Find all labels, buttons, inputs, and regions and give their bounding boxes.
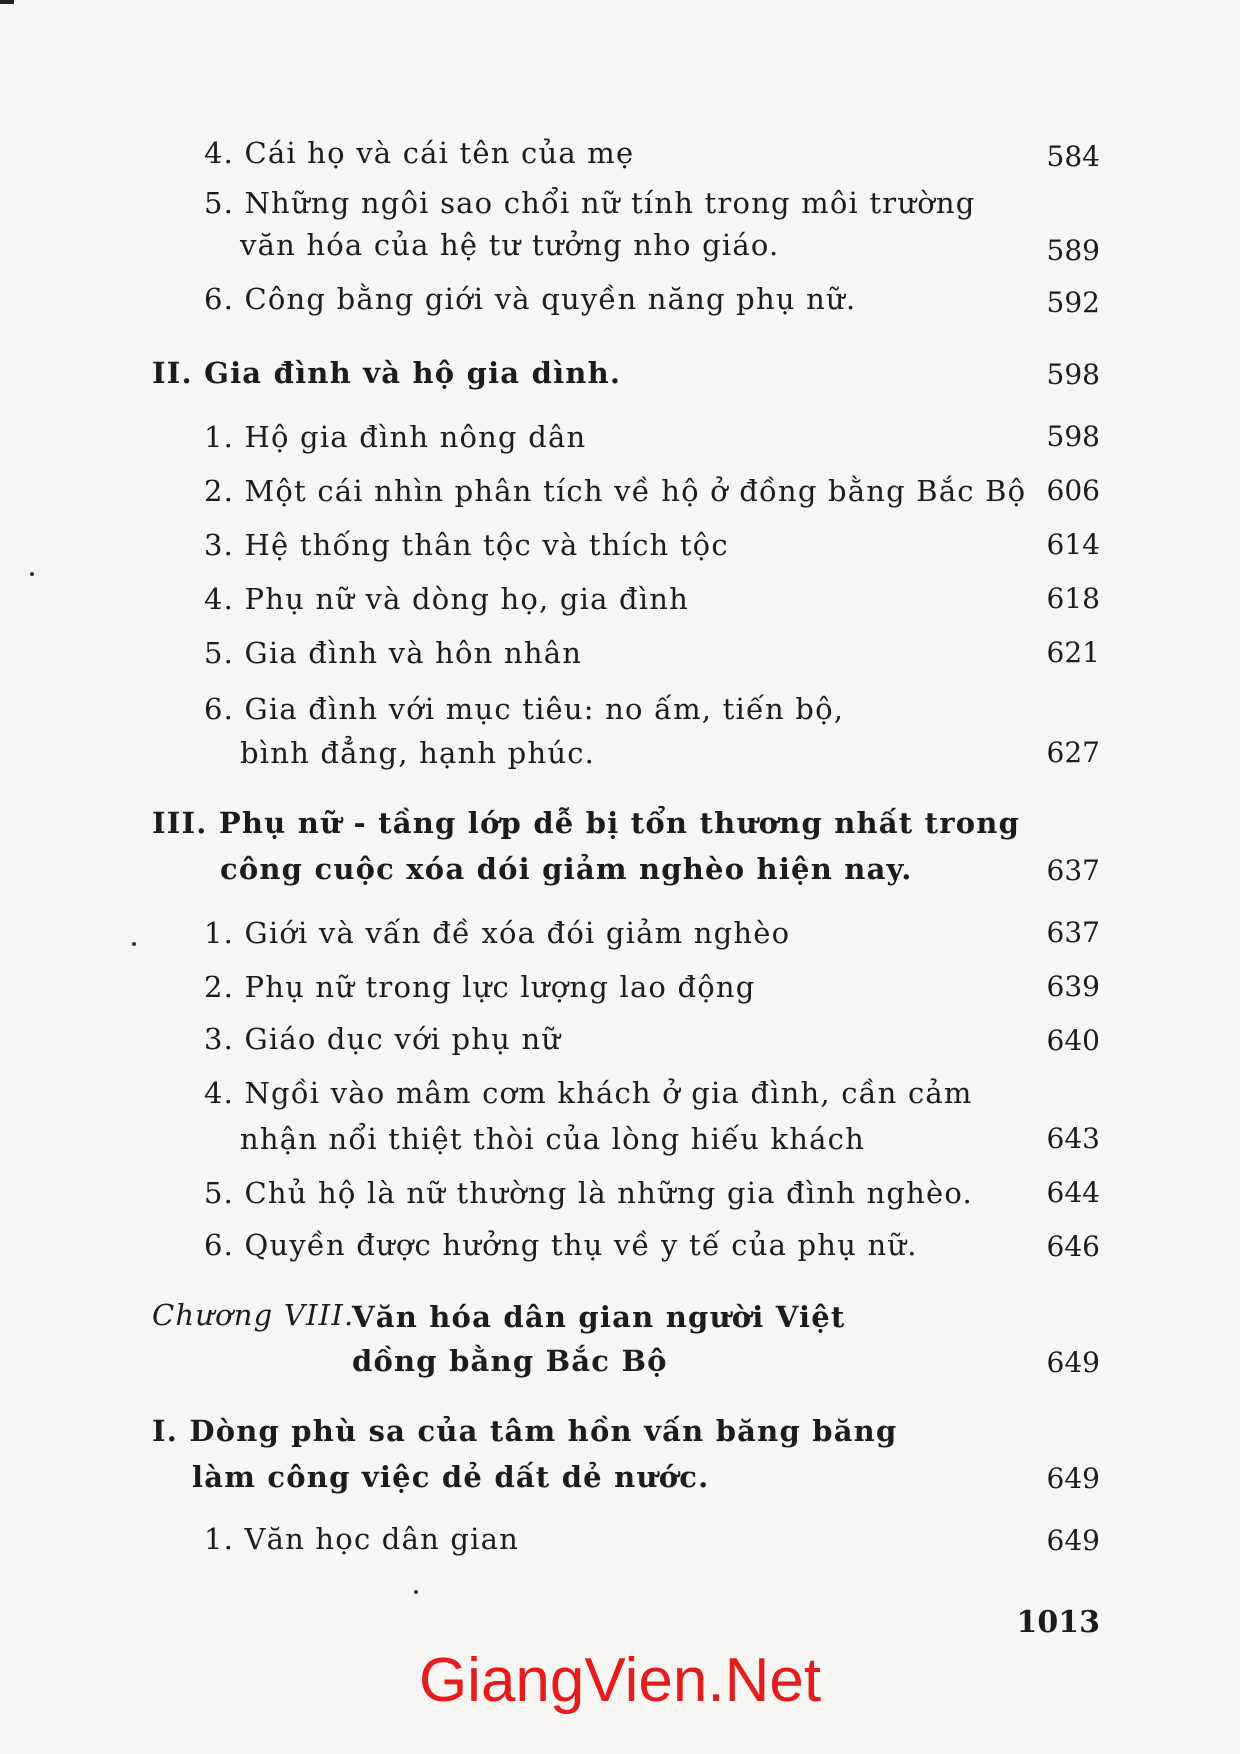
toc-page-number: 592 [1046,286,1100,319]
toc-entry: 5. Chủ hộ là nữ thường là những gia đình nghèo. [204,1176,973,1210]
toc-page-number: 584 [1046,140,1100,173]
scan-speck [30,572,34,576]
toc-page-number: 589 [1046,234,1100,267]
toc-entry: 1. Văn học dân gian [204,1522,519,1556]
toc-entry: 4. Cái họ và cái tên của mẹ [204,136,635,170]
toc-page-number: 643 [1046,1122,1100,1155]
chapter-label: Chương VIII. [152,1298,355,1332]
toc-page-number: 618 [1046,582,1100,615]
page-number: 1013 [1016,1605,1100,1640]
toc-page-number: 637 [1046,854,1100,887]
toc-section-heading-continuation: công cuộc xóa dói giảm nghèo hiện nay. [220,852,913,886]
toc-entry: 5. Những ngôi sao chổi nữ tính trong môi trường [204,186,976,220]
toc-entry-continuation: nhận nổi thiệt thòi của lòng hiếu khách [240,1122,865,1156]
toc-entry: 2. Phụ nữ trong lực lượng lao động [204,970,756,1004]
toc-entry: 2. Một cái nhìn phân tích về hộ ở đồng bằng Bắc Bộ [204,474,1027,508]
watermark-text: GiangVien.Net [418,1646,822,1715]
toc-entry: 3. Hệ thống thân tộc và thích tộc [204,528,729,562]
toc-entry: 5. Gia đình và hôn nhân [204,636,583,670]
toc-section-heading-continuation: làm công việc dẻ dất dẻ nước. [192,1460,710,1494]
toc-entry: 6. Công bằng giới và quyền năng phụ nữ. [204,282,857,316]
toc-page-number: 627 [1046,736,1100,769]
toc-page-number: 614 [1046,528,1100,561]
toc-page-number: 649 [1046,1524,1100,1557]
toc-page-number: 640 [1046,1024,1100,1057]
toc-entry: 6. Quyền được hưởng thụ về y tế của phụ nữ. [204,1228,918,1262]
toc-entry: 6. Gia đình với mục tiêu: no ấm, tiến bộ, [204,692,845,726]
toc-entry-continuation: văn hóa của hệ tư tưởng nho giáo. [240,228,780,262]
toc-page-number: 621 [1046,636,1100,669]
toc-page-number: 644 [1046,1176,1100,1209]
toc-page-number: 637 [1046,916,1100,949]
toc-section-heading: II. Gia đình và hộ gia dình. [152,356,622,390]
toc-entry: 4. Phụ nữ và dòng họ, gia đình [204,582,690,616]
scan-speck [132,942,136,946]
toc-page-number: 639 [1046,970,1100,1003]
toc-page-number: 649 [1046,1462,1100,1495]
chapter-title-continuation: dồng bằng Bắc Bộ [352,1344,668,1378]
toc-page-number: 649 [1046,1346,1100,1379]
chapter-title: Văn hóa dân gian người Việt [352,1300,846,1334]
toc-page-number: 598 [1046,358,1100,391]
scan-mark [0,0,14,4]
scan-speck [414,1590,418,1594]
toc-entry: 1. Hộ gia đình nông dân [204,420,587,454]
toc-section-heading: I. Dòng phù sa của tâm hồn vấn băng băng [152,1414,898,1448]
toc-entry-continuation: bình đẳng, hạnh phúc. [240,736,596,770]
toc-page-number: 606 [1046,474,1100,507]
toc-section-heading: III. Phụ nữ - tầng lớp dễ bị tổn thương nhất trong [152,806,1021,840]
toc-page-number: 598 [1046,420,1100,453]
toc-entry: 1. Giới và vấn đề xóa đói giảm nghèo [204,916,791,950]
toc-entry: 3. Giáo dục với phụ nữ [204,1022,562,1056]
toc-page-number: 646 [1046,1230,1100,1263]
toc-entry: 4. Ngồi vào mâm cơm khách ở gia đình, cần cảm [204,1076,973,1110]
